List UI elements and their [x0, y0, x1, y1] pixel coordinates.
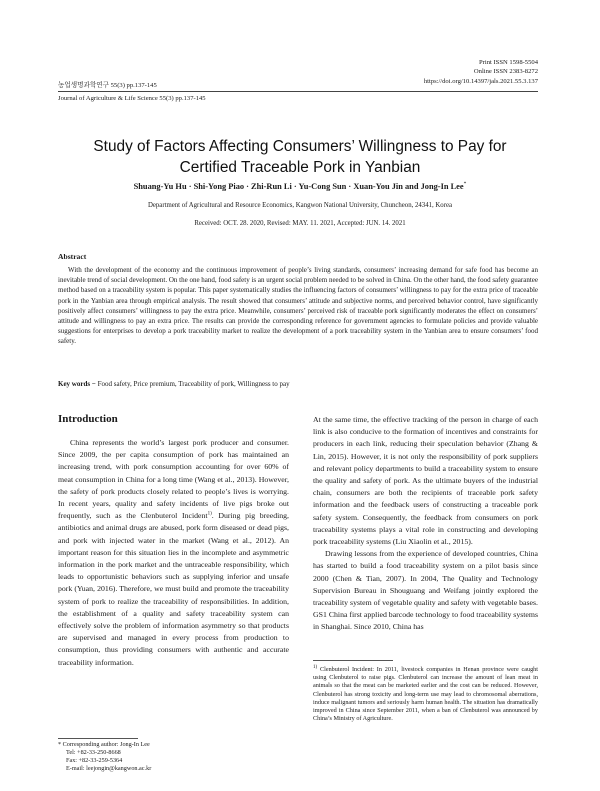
footnote-ref[interactable]: 1)	[207, 511, 212, 517]
paragraph: China represents the world’s largest pork producer and consumer. Since 2009, the per capita consumption of pork has maintained an increasing trend, with pork consumption accounting for over 60% of meat consumption in China for a long time (Wang et al., 2013). However, the safety of pork products closely related to people’s lives is worrying. In recent years, quality and safety incidents of live pigs broke out frequently, such as the Clenbuterol Incident$^{1)}$. During pig breeding, antibiotics and animal drugs are abused, pork form diseased or dead pigs, and pork with injected water in the market (Wang et al., 2012). An important reason for this situation lies in the incomplete and asymmetric information in the pork market and the untraceable responsibility, which leads to opportunistic behaviors such as supplying inferior and unsafe pork (Yuan, 2016). Therefore, we must build and promote the traceability system of pork to realize the traceability of responsibilities. In addition, the establishment of a quality and safety traceability system can effectively solve the problem of information asymmetry so that products are supervised and managed in every process from production to consumption, thus providing consumers with authentic and accurate traceability information.	[58, 438, 290, 667]
print-issn: Print ISSN 1598-5504	[479, 59, 538, 66]
title-line-1: Study of Factors Affecting Consumers’ Willingness to Pay for	[93, 138, 507, 155]
issn-block	[424, 58, 538, 86]
corresponding-mark: *	[463, 181, 467, 187]
corresponding-author-note	[58, 741, 151, 773]
footnote-mark: 1)	[313, 665, 318, 670]
email[interactable]: E-mail: leejongin@kangwon.ac.kr	[66, 765, 152, 772]
corresponding-line: * Corresponding author: Jong-In Lee	[58, 741, 150, 748]
online-issn: Online ISSN 2383-8272	[473, 68, 538, 76]
fax: Fax: +82-33-259-5364	[66, 757, 123, 764]
doi-link[interactable]: https://doi.org/10.14397/jals.2021.55.3.137	[423, 77, 538, 85]
footnote-divider	[58, 738, 138, 739]
header-rule	[58, 91, 538, 92]
title-line-2: Certified Traceable Pork in Yanbian	[179, 159, 421, 176]
paragraph: Drawing lessons from the experience of developed countries, China has started to build a food traceability system on a pilot basis since 2000 (Chen & Tian, 2007). In 2004, The Quality and Technology Supervision Bureau in Shouguang and Weifang jointly explored the traceability system of vegetable quality and safety with vegetable bases. GS1 China first applied barcode technology to food traceability systems in Shanghai. Since 2010, China has	[313, 549, 538, 632]
footnote-text: Clenbuterol Incident: In 2011, livestock companies in Henan province were caught using Clenbuterol to raise pigs. Clenbuterol can increase the amount of lean meat in animals so that the meat can be marketed earlier and the cost can be reduced. However, Clenbuterol has strong toxicity and long-term use may lead to chromosomal aberrations, induce malignant tumors and seriously harm human health. The situation has dramatically improved in China since September 2011, when a ban of Clenbuterol was announced by China’s Ministry of Agriculture.	[313, 666, 538, 723]
paper-title	[40, 136, 560, 178]
authors-text: Shuang-Yu Hu · Shi-Yong Piao · Zhi-Run Li · Yu-Cong Sun · Xuan-You Jin and Jong-In Lee	[133, 181, 464, 191]
journal-citation: Journal of Agriculture & Life Science 55(3) pp.137-145	[58, 95, 206, 102]
keywords-label: Key words	[58, 380, 91, 388]
introduction-heading: Introduction	[58, 413, 118, 425]
affiliation: Department of Agricultural and Resource Economics, Kangwon National University, Chuncheon, 24341, Korea	[147, 202, 453, 209]
author-list	[40, 181, 560, 191]
submission-dates: Received: OCT. 28. 2020, Revised: MAY. 11. 2021, Accepted: JUN. 14. 2021	[194, 220, 406, 227]
abstract-heading: Abstract	[58, 252, 87, 261]
korean-citation: 농업생명과학연구 55(3) pp.137-145	[58, 82, 157, 89]
abstract-body: With the development of the economy and the continuous improvement of people’s living standards, consumers’ increasing demand for safe food has become an inevitable trend of social development. On the one hand, food safety is an urgent social problem needed to be solved in China. On the other hand, the food safety guarantee method based on a traceability system is popular. This paper systematically studies the influencing factors of consumers’ willingness to pay for the extra price of traceable pork in the Yanbian area through empirical analysis. The result showed that consumers’ attitude and subjective norms, and perceived behavior control, have significantly positively affect consumers’ willingness to pay the extra price. Meanwhile, consumers’ perceived risk of traceable pork significantly moderates the effect on consumers’ attitude and willingness to pay an extra price. The results can provide the corresponding reference for government agencies to formulate policies and provide valuable suggestions for enterprises to develop a pork traceability market to realize the development of a pork traceability system in the Yanbian area to ensure consumers’ food safety.	[58, 266, 538, 346]
right-column	[313, 414, 538, 634]
keywords: Key words − Food safety, Price premium, Traceability of pork, Willingness to pay	[58, 380, 290, 388]
left-column	[58, 437, 289, 669]
keywords-text: Food safety, Price premium, Traceability of pork, Willingness to pay	[97, 380, 290, 388]
phone: Tel: +82-33-250-8668	[66, 749, 121, 756]
paragraph: At the same time, the effective tracking of the person in charge of each link is also conducive to the formation of incentives and constraints for producers in each link, reducing their speculation behavior (Zhang & Lin, 2015). However, it is not only the responsibility of pork suppliers and relevant policy departments to build a traceability system to ensure the quality and safety of pork. As the ultimate buyers of the industrial chain, consumers are both the recipients of traceable pork safety information and the feedback users of constructing a traceable pork safety system. Consequently, the feedback from consumers on pork traceability systems plays a vital role in constructing and developing pork traceability systems (Liu Xiaolin et al., 2015).	[313, 415, 538, 547]
footnote-divider	[313, 660, 393, 661]
footnote	[313, 664, 538, 723]
